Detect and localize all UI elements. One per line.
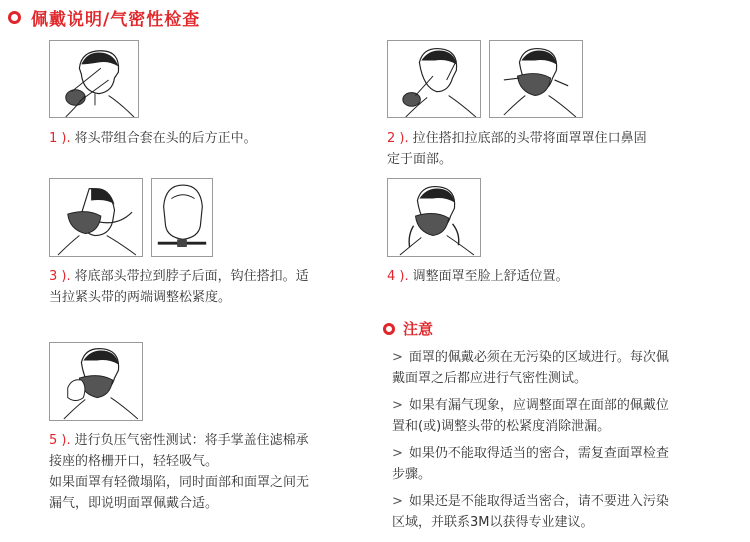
step-5-text bbox=[49, 430, 379, 514]
step-line: 将底部头带拉到脖子后面，钩住搭扣。适 bbox=[74, 269, 309, 284]
notice-line: 区域，并联系3M以获得专业建议。 bbox=[392, 515, 594, 530]
figure-step-3b bbox=[151, 178, 213, 257]
step-2-text bbox=[387, 128, 717, 170]
chevron-right-icon: > bbox=[392, 494, 403, 509]
step-line: 接座的格栅开口，轻轻吸气。 bbox=[49, 454, 219, 469]
notice-item bbox=[392, 395, 717, 437]
circle-bullet-icon bbox=[8, 11, 21, 24]
section-title: 佩戴说明/气密性检查 bbox=[31, 9, 201, 30]
step-number: 4 ). bbox=[387, 269, 409, 284]
chevron-right-icon: > bbox=[392, 398, 403, 413]
notice-line: 步骤。 bbox=[392, 467, 432, 482]
step-3-text bbox=[49, 266, 369, 308]
chevron-right-icon: > bbox=[392, 446, 403, 461]
person-mask-illustration bbox=[388, 41, 480, 117]
notice-line: 戴面罩之后都应进行气密性测试。 bbox=[392, 371, 588, 386]
notice-line: 面罩的佩戴必须在无污染的区域进行。每次佩 bbox=[408, 350, 669, 365]
step-1-text bbox=[49, 128, 369, 149]
step-line: 当拉紧头带的两端调整松紧度。 bbox=[49, 290, 232, 305]
person-mask-illustration bbox=[490, 41, 582, 117]
figure-step-5 bbox=[49, 342, 143, 421]
person-mask-illustration bbox=[50, 41, 138, 117]
notice-line: 置和(或)调整头带的松紧度消除泄漏。 bbox=[392, 419, 611, 434]
step-4-text bbox=[387, 266, 717, 287]
circle-bullet-icon bbox=[383, 323, 395, 335]
step-number: 5 ). bbox=[49, 433, 71, 448]
notice-line: 如果有漏气现象，应调整面罩在面部的佩戴位 bbox=[408, 398, 669, 413]
head-back-illustration bbox=[152, 179, 212, 256]
step-line: 漏气，即说明面罩佩戴合适。 bbox=[49, 496, 219, 511]
chevron-right-icon: > bbox=[392, 350, 403, 365]
step-line: 将头带组合套在头的后方正中。 bbox=[74, 131, 257, 146]
notice-item bbox=[392, 347, 717, 389]
notice-list bbox=[392, 347, 717, 539]
step-line: 如果面罩有轻微塌陷，同时面部和面罩之间无 bbox=[49, 475, 310, 490]
step-line: 调整面罩至脸上舒适位置。 bbox=[412, 269, 569, 284]
step-line: 拉住搭扣拉底部的头带将面罩罩住口鼻固 bbox=[412, 131, 647, 146]
person-mask-illustration bbox=[50, 343, 142, 420]
figure-step-1 bbox=[49, 40, 139, 118]
figure-step-3a bbox=[49, 178, 143, 257]
person-mask-illustration bbox=[388, 179, 480, 256]
figure-step-4 bbox=[387, 178, 481, 257]
step-number: 2 ). bbox=[387, 131, 409, 146]
notice-item bbox=[392, 491, 717, 533]
step-number: 3 ). bbox=[49, 269, 71, 284]
notice-item bbox=[392, 443, 717, 485]
section-header bbox=[8, 6, 200, 28]
step-line: 定于面部。 bbox=[387, 152, 453, 167]
notice-title: 注意 bbox=[403, 320, 434, 338]
step-number: 1 ). bbox=[49, 131, 71, 146]
person-mask-illustration bbox=[50, 179, 142, 256]
figure-step-2a bbox=[387, 40, 481, 118]
step-line: 进行负压气密性测试：将手掌盖住滤棉承 bbox=[74, 433, 309, 448]
notice-line: 如果还是不能取得适当密合，请不要进入污染 bbox=[408, 494, 669, 509]
figure-step-2b bbox=[489, 40, 583, 118]
notice-header bbox=[383, 318, 433, 339]
notice-line: 如果仍不能取得适当的密合，需复查面罩检查 bbox=[408, 446, 669, 461]
